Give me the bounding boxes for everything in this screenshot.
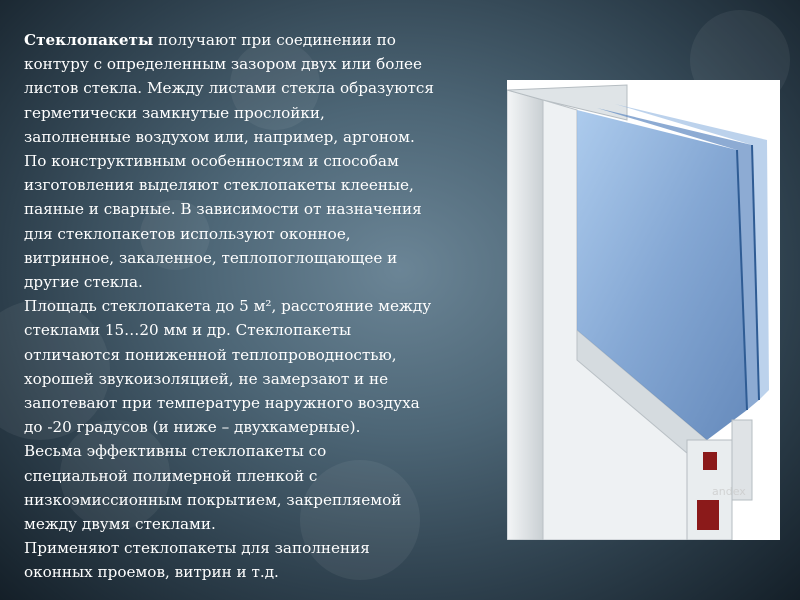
text-line: стеклами 15…20 мм и др. Стеклопакеты [24, 321, 352, 340]
window-profile-illustration [507, 80, 780, 540]
text-line: Площадь стеклопакета до 5 м², расстояние между [24, 297, 432, 316]
text-line: паяные и сварные. В зависимости от назначения [24, 200, 422, 219]
text-line: отличаются пониженной теплопроводностью, [24, 345, 397, 364]
text-line: Весьма эффективны стеклопакеты со [24, 442, 327, 461]
text-line: оконных проемов, витрин и т.д. [24, 563, 279, 582]
text-run: получают при соединении по [153, 31, 396, 49]
text-line: Применяют стеклопакеты для заполнения [24, 539, 370, 558]
text-line: между двумя стеклами. [24, 515, 216, 534]
text-line [24, 28, 484, 52]
text-line: заполненные воздухом или, например, аргоном. [24, 127, 415, 146]
seal-red [697, 500, 719, 530]
text-line: хорошей звукоизоляцией, не замерзают и не [24, 369, 389, 388]
text-line: другие стекла. [24, 273, 143, 292]
text-line: листов стекла. Между листами стекла образуются [24, 79, 434, 98]
text-line: до -20 градусов (и ниже – двухкамерные). [24, 418, 361, 437]
body-text [24, 28, 484, 585]
seal-red [703, 452, 717, 470]
window-profile-photo [507, 80, 780, 540]
text-line: витринное, закаленное, теплопоглощающее и [24, 248, 398, 267]
text-line: для стеклопакетов используют оконное, [24, 224, 351, 243]
text-line: изготовления выделяют стеклопакеты клееные, [24, 176, 414, 195]
text-line: запотевают при температуре наружного воздуха [24, 394, 420, 413]
frame-left-rail [507, 90, 543, 540]
text-line: специальной полимерной пленкой с [24, 466, 318, 485]
text-line: контуру с определенным зазором двух или более [24, 55, 422, 74]
text-line: низкоэмиссионным покрытием, закрепляемой [24, 490, 402, 509]
photo-watermark: andex [712, 485, 746, 498]
text-line: герметически замкнутые прослойки, [24, 103, 325, 122]
text-line: По конструктивным особенностям и способам [24, 152, 399, 171]
term-heading: Стеклопакеты [24, 31, 154, 49]
